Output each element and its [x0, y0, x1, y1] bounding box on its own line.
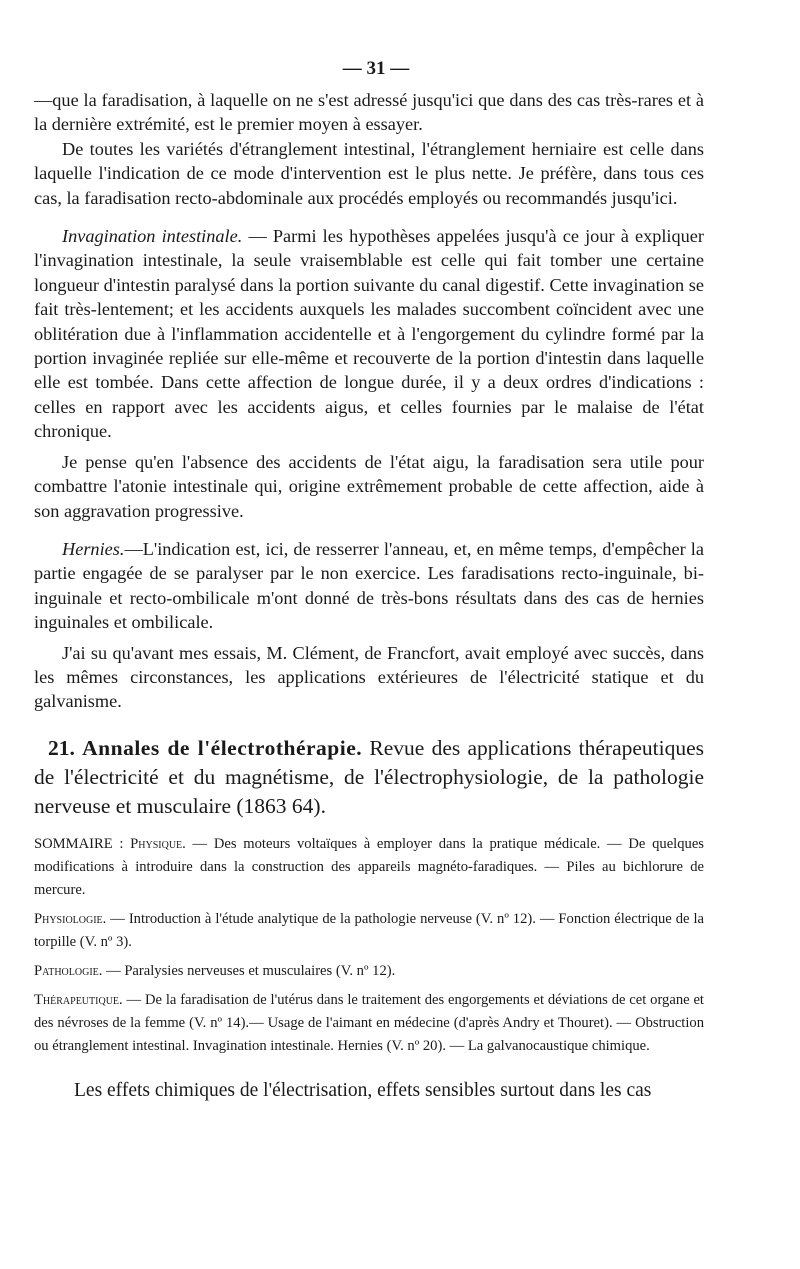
section-subtitle: Revue des applications thérapeutiques de l'électricité et du magnétisme, de l'électrophysiologie, de la pathologie nerveuse et musculaire (1863 64).	[34, 735, 705, 818]
paragraph-faradisation-intro: —que la faradisation, à laquelle on ne s'est adressé jusqu'ici que dans des cas très-rares et à la dernière extrémité, est le premier moyen à essayer.	[34, 90, 704, 135]
paragraph-invagination	[34, 224, 704, 444]
summary-entry-therapeutique	[34, 989, 704, 1058]
paragraph-hernies	[34, 537, 704, 635]
invagination-label: Invagination intestinale.	[62, 226, 243, 247]
summary-label: SOMMAIRE : Physique.	[34, 835, 186, 852]
summary-text: — Paralysies nerveuses et musculaires (V. nº 12).	[102, 962, 396, 979]
summary-entry-physiologie	[34, 908, 704, 954]
summary-label: Thérapeutique.	[34, 991, 123, 1008]
closing-line: Les effets chimiques de l'électrisation, effets sensibles surtout dans les cas	[74, 1079, 652, 1101]
summary-block	[34, 833, 704, 1058]
summary-text: — Introduction à l'étude analytique de la pathologie nerveuse (V. nº 12). — Fonction électrique de la torpille (V. nº 3).	[34, 910, 704, 950]
hernies-label: Hernies.	[62, 538, 125, 559]
summary-entry-physique	[34, 833, 704, 902]
paragraph-atonie: Je pense qu'en l'absence des accidents de l'état aigu, la faradisation sera utile pour combattre l'atonie intestinale qui, origine extrêmement probable de cette affection, aide à son aggravation progressive.	[34, 451, 704, 521]
paragraph-clement: J'ai su qu'avant mes essais, M. Clément, de Francfort, avait employé avec succès, dans les mêmes circonstances, les applications extérieures de l'électricité statique et du galvanisme.	[34, 642, 704, 712]
page-number: — 31 —	[342, 58, 410, 79]
section-heading	[34, 734, 704, 821]
summary-text: — De la faradisation de l'utérus dans le traitement des engorgements et déviations de cet organe et des névroses de la femme (V. nº 14).— Usage de l'aimant en médecine (d'après Andry et Thouret). — Obstruction ou étranglement intestinal. Invagination intestinale. Hernies (V. nº 20). — La galvanocaustique chimique.	[34, 991, 704, 1054]
summary-label: Pathologie.	[34, 962, 103, 979]
paragraph-etranglement: De toutes les variétés d'étranglement intestinal, l'étranglement herniaire est celle dans laquelle l'indication de ce mode d'intervention est le plus nette. Je préfère, dans tous ces cas, la faradisation recto-abdominale aux procédés employés ou recommandés jusqu'ici.	[34, 138, 704, 208]
section-number: 21.	[48, 735, 75, 760]
summary-label: Physiologie.	[34, 910, 107, 927]
summary-entry-pathologie	[34, 960, 704, 983]
hernies-text: —L'indication est, ici, de resserrer l'anneau, et, en même temps, d'empêcher la partie engagée de se paralyser par le non exercice. Les faradisations recto-inguinale, bi-inguinale et recto-ombilicale m'ont donné de très-bons résultats dans des cas de hernies inguinales et ombilicale.	[34, 538, 704, 633]
section-title: Annales de l'électrothérapie.	[82, 735, 363, 760]
summary-text: — Des moteurs voltaïques à employer dans la pratique médicale. — De quelques modifications à introduire dans la construction des appareils magnéto-faradiques. — Piles au bichlorure de mercure.	[34, 835, 704, 898]
invagination-text: — Parmi les hypothèses appelées jusqu'à ce jour à expliquer l'invagination intestinale, la seule vraisemblable est celle qui fait tomber une certaine longueur d'intestin paralysé dans la portion suivante du canal digestif. Cette invagination se fait très-lentement; et les accidents auxquels les malades succombent coïncident avec une oblitération due à l'inflammation accidentelle et à l'engorgement du cylindre formé par la portion invaginée repliée sur elle-même et recouverte de la portion d'intestin dans laquelle elle est tombée. Dans cette affection de longue durée, il y a deux ordres d'indications : celles en rapport avec les accidents aigus, et celles fournies par le malaise de l'état chronique.	[34, 226, 704, 442]
